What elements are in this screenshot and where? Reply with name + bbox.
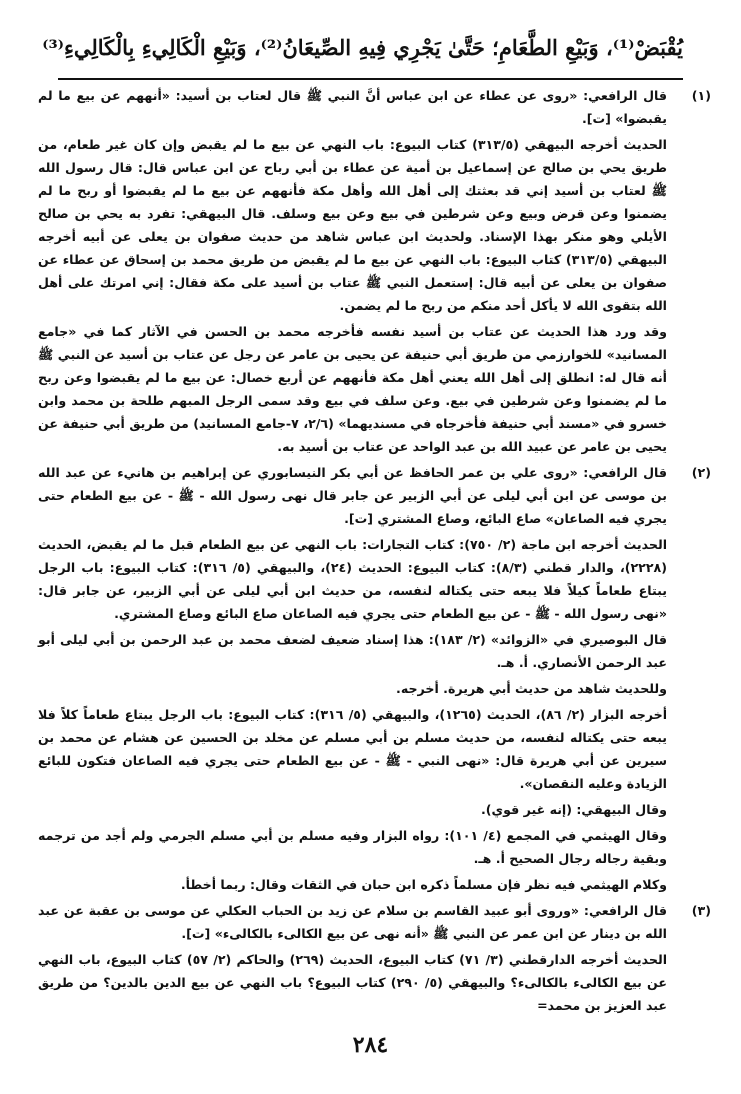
footnote-3	[38, 899, 711, 1020]
footnote-number: (٣)	[691, 903, 711, 918]
footnote-paragraph: قال الرافعي: «وروى أبو عبيد القاسم بن سلام عن زيد بن الحباب العكلي عن موسى بن عقبة عن عبد الله بن دينار عن ابن عمر عن النبي ﷺ «أنه نهى عن بيع الكالىء بالكالىء» [ت].	[38, 903, 667, 941]
footnote-1	[38, 84, 711, 461]
footnote-paragraph: الحديث أخرجه البيهقي (٣١٣/٥) كتاب البيوع: باب النهي عن بيع ما لم يقبض وإن كان غير طعام، من طريق يحي بن صالح عن إسماعيل بن أمية عن عطاء بن أبي رباح عن ابن عباس قال: قال رسول الله ﷺ لعتاب بن أسيد إني قد بعثتك إلى أهل الله وأهل مكة فأنههم عن بيع ما لم يقبضوا أو ربح ما لم يضمنوا وعن قرض وبيع وعن شرطين في بيع وعن بيع وسلف. قال البيهقي: تفرد به يحي بن صالح الأيلي وهو منكر بهذا الإسناد. ولحديث ابن عباس شاهد من حديث صفوان بن يعلى عن أبيه أخرجه البيهقي (٣١٣/٥) كتاب البيوع: باب النهي عن بيع ما لم يقبض من طريق محمد بن إسحاق عن عطاء عن صفوان بن يعلى عن أبيه قال: إستعمل النبي ﷺ عتاب بن أسيد على مكة فقال: إني امرتك على أهل الله بتقوى الله لا يأكل أحد منكم من ربح ما لم يضمن.	[38, 137, 667, 313]
footnote-body	[38, 899, 667, 1020]
footnote-body	[38, 84, 667, 461]
footnote-paragraph: وكلام الهيثمي فيه نظر فإن مسلماً ذكره ابن حبان في الثقات وقال: ربما أخطأ.	[180, 877, 667, 892]
footnote-paragraph: وللحديث شاهد من حديث أبي هريرة. أخرجه.	[396, 681, 667, 696]
footnote-paragraph: قال البوصيري في «الزوائد» (٢/ ١٨٣): هذا إسناد ضعيف لضعف محمد بن عبد الرحمن بن أبي ليلى أبو عبد الرحمن الأنصاري. أ. هـ.	[38, 632, 667, 670]
footnote-paragraph: أخرجه البزار (٢/ ٨٦)، الحديث (١٢٦٥)، والبيهقي (٥/ ٣١٦): كتاب البيوع: باب الرجل يبتاع طعاماً كلاً فلا يبعه حتى يكتاله لنفسه، من حديث مسلم بن أبي مسلم عن مخلد بن الحسين عن هشام عن محمد بن سيرين عن أبي هريرة قال: «نهى النبي - ﷺ - عن بيع الطعام حتى يجري فيه الصاعان فتكون للبائع الزيادة وعليه النقصان».	[38, 707, 668, 791]
footnote-paragraph: وقد ورد هذا الحديث عن عتاب بن أسيد نفسه فأخرجه محمد بن الحسن في الآثار كما في «جامع المسانيد» للخوارزمي من طريق أبي حنيفة عن يحيى بن عامر عن رجل عن عتاب بن أسيد عن النبي ﷺ أنه قال له: انطلق إلى أهل الله يعني أهل مكة فأنههم عن أربع خصال: عن بيع ما لم يقبضوا وعن ربح ما لم يضمنوا وعن شرطين في بيع. وعن سلف في بيع وقد سمى الرجل المبهم طلحة بن محمد وابن خسرو في «مسند أبي حنيفة فأخرجاه في مسنديهما» (٢/٦، ٧-جامع المسانيد) من طريق أبي حنيفة عن يحيى بن عامر عن عبيد الله بن عبد الواحد عن عتاب بن أسيد به.	[38, 324, 667, 454]
footnote-number: (١)	[691, 88, 711, 103]
footnote-paragraph: الحديث أخرجه الدارقطني (٣/ ٧١) كتاب البيوع، الحديث (٢٦٩) والحاكم (٢/ ٥٧) كتاب البيوع، باب النهي عن بيع الكالىء بالكالىء؟ والبيهقي (٥/ ٢٩٠) كتاب البيوع؟ باب النهي عن بيع الدين بالدين؟ من طريق عبد العزيز بن محمد=	[38, 952, 668, 1013]
page-number: ٢٨٤	[352, 1032, 389, 1058]
page-header-text: يُقْبَضْ⁽¹⁾، وَبَيْعِ الطَّعَامِ؛ حَتَّىٰ يَجْرِي فِيهِ الصِّيعَانُ⁽²⁾، وَبَيْعِ الْكَالِيءِ بِالْكَالِيءِ⁽³⁾	[42, 35, 683, 60]
footnote-number: (٢)	[691, 465, 711, 480]
footnote-paragraph: قال الرافعي: «روى عن عطاء عن ابن عباس أنَّ النبي ﷺ قال لعتاب بن أسيد: «أنههم عن بيع ما لم يقبضوا» [ت].	[38, 88, 667, 126]
footnote-paragraph: قال الرافعي: «روى علي بن عمر الحافظ عن أبي بكر النيسابوري عن إبراهيم بن هانيء عن عبد الله بن موسى عن ابن أبي ليلى عن أبي الزبير عن جابر قال نهى رسول الله - ﷺ - عن بيع الطعام حتى يجري فيه الصاعان» صاع البائع، وصاع المشتري [ت].	[38, 465, 667, 526]
header-rule	[58, 78, 683, 80]
footnote-paragraph: وقال الهيثمي في المجمع (٤/ ١٠١): رواه البزار وفيه مسلم بن أبي مسلم الجرمي ولم أجد من ترجمه وبقية رجاله رجال الصحيح أ. هـ.	[38, 828, 668, 866]
footnotes-section	[38, 84, 711, 1014]
footnote-paragraph: الحديث أخرجه ابن ماجة (٢/ ٧٥٠): كتاب التجارات: باب النهي عن بيع الطعام قبل ما لم يقبض، الحديث (٢٢٢٨)، والدار قطني (٨/٣): كتاب البيوع: الحديث (٢٤)، والبيهقي (٥/ ٣١٦): كتاب البيوع: باب الرجل يبتاع طعاماً كيلاً فلا يبعه حتى يكتاله لنفسه، من حديث ابن أبي ليلى عن أبي الزبير، عن جابر قال: «نهى رسول الله - ﷺ - عن بيع الطعام حتى يجري فيه الصاعان صاع البائع وصاع المشتري.	[38, 537, 668, 621]
footnote-body	[38, 461, 667, 899]
footnote-2	[38, 461, 711, 899]
footnote-paragraph: وقال البيهقي: (إنه غير قوي).	[481, 802, 667, 817]
